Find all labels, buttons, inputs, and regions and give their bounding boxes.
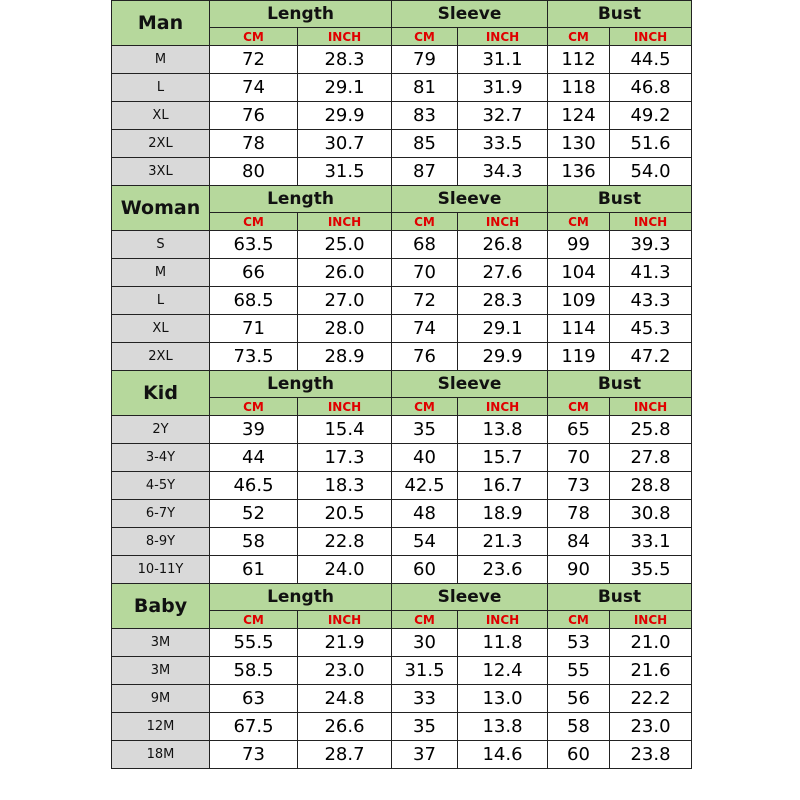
measurement-cell: 35 (392, 713, 458, 741)
measurement-cell: 73 (210, 741, 298, 769)
unit-inch-label: INCH (458, 213, 548, 231)
unit-inch-label: INCH (610, 28, 692, 46)
section-title: Kid (112, 371, 210, 416)
measure-group-header: Length (210, 584, 392, 611)
measurement-cell: 41.3 (610, 259, 692, 287)
size-label: 8-9Y (112, 528, 210, 556)
measurement-cell: 67.5 (210, 713, 298, 741)
measurement-cell: 21.6 (610, 657, 692, 685)
unit-cm-label: CM (392, 398, 458, 416)
measure-group-header: Bust (548, 371, 692, 398)
unit-cm-label: CM (548, 611, 610, 629)
measurement-cell: 53 (548, 629, 610, 657)
section-header-row (112, 584, 692, 611)
size-label: S (112, 231, 210, 259)
measurement-cell: 26.0 (298, 259, 392, 287)
size-label: M (112, 259, 210, 287)
measurement-cell: 80 (210, 158, 298, 186)
measurement-cell: 30 (392, 629, 458, 657)
size-label: XL (112, 315, 210, 343)
section-header-row (112, 1, 692, 28)
unit-inch-label: INCH (458, 398, 548, 416)
measurement-cell: 31.1 (458, 46, 548, 74)
measure-group-header: Sleeve (392, 186, 548, 213)
measurement-cell: 13.0 (458, 685, 548, 713)
measurement-cell: 73 (548, 472, 610, 500)
measurement-cell: 28.0 (298, 315, 392, 343)
measurement-cell: 17.3 (298, 444, 392, 472)
measurement-cell: 54.0 (610, 158, 692, 186)
measure-group-header: Sleeve (392, 371, 548, 398)
measurement-cell: 13.8 (458, 416, 548, 444)
unit-inch-label: INCH (610, 611, 692, 629)
measurement-cell: 49.2 (610, 102, 692, 130)
unit-cm-label: CM (210, 28, 298, 46)
measurement-cell: 99 (548, 231, 610, 259)
table-row (112, 231, 692, 259)
measurement-cell: 31.9 (458, 74, 548, 102)
measurement-cell: 68.5 (210, 287, 298, 315)
measurement-cell: 71 (210, 315, 298, 343)
unit-inch-label: INCH (298, 28, 392, 46)
measurement-cell: 46.5 (210, 472, 298, 500)
measurement-cell: 51.6 (610, 130, 692, 158)
measurement-cell: 26.8 (458, 231, 548, 259)
measurement-cell: 46.8 (610, 74, 692, 102)
unit-cm-label: CM (392, 611, 458, 629)
measurement-cell: 81 (392, 74, 458, 102)
measurement-cell: 29.1 (298, 74, 392, 102)
table-row (112, 556, 692, 584)
measurement-cell: 33.1 (610, 528, 692, 556)
measurement-cell: 43.3 (610, 287, 692, 315)
unit-inch-label: INCH (610, 213, 692, 231)
measure-group-header: Bust (548, 584, 692, 611)
measurement-cell: 78 (548, 500, 610, 528)
measure-group-header: Sleeve (392, 1, 548, 28)
measurement-cell: 21.9 (298, 629, 392, 657)
measurement-cell: 28.7 (298, 741, 392, 769)
measurement-cell: 78 (210, 130, 298, 158)
measurement-cell: 21.0 (610, 629, 692, 657)
measurement-cell: 48 (392, 500, 458, 528)
unit-inch-label: INCH (458, 28, 548, 46)
measurement-cell: 124 (548, 102, 610, 130)
section-header-row (112, 186, 692, 213)
measurement-cell: 70 (548, 444, 610, 472)
size-label: 2XL (112, 130, 210, 158)
measurement-cell: 39.3 (610, 231, 692, 259)
measurement-cell: 58.5 (210, 657, 298, 685)
measurement-cell: 76 (210, 102, 298, 130)
table-row (112, 287, 692, 315)
measurement-cell: 85 (392, 130, 458, 158)
unit-cm-label: CM (210, 611, 298, 629)
measurement-cell: 28.8 (610, 472, 692, 500)
size-label: 9M (112, 685, 210, 713)
unit-cm-label: CM (392, 28, 458, 46)
table-row (112, 685, 692, 713)
measurement-cell: 63 (210, 685, 298, 713)
measurement-cell: 16.7 (458, 472, 548, 500)
measurement-cell: 58 (548, 713, 610, 741)
measurement-cell: 24.0 (298, 556, 392, 584)
size-label: 10-11Y (112, 556, 210, 584)
measurement-cell: 44.5 (610, 46, 692, 74)
measurement-cell: 72 (392, 287, 458, 315)
measurement-cell: 22.2 (610, 685, 692, 713)
size-label: 3M (112, 657, 210, 685)
measurement-cell: 13.8 (458, 713, 548, 741)
measurement-cell: 20.5 (298, 500, 392, 528)
unit-inch-label: INCH (298, 398, 392, 416)
measurement-cell: 35 (392, 416, 458, 444)
measurement-cell: 58 (210, 528, 298, 556)
measurement-cell: 15.7 (458, 444, 548, 472)
measurement-cell: 66 (210, 259, 298, 287)
measurement-cell: 25.8 (610, 416, 692, 444)
table-row (112, 657, 692, 685)
table-row (112, 74, 692, 102)
measurement-cell: 109 (548, 287, 610, 315)
measurement-cell: 74 (392, 315, 458, 343)
measurement-cell: 83 (392, 102, 458, 130)
measurement-cell: 27.0 (298, 287, 392, 315)
measurement-cell: 63.5 (210, 231, 298, 259)
measure-group-header: Sleeve (392, 584, 548, 611)
measurement-cell: 61 (210, 556, 298, 584)
size-label: 18M (112, 741, 210, 769)
size-label: 12M (112, 713, 210, 741)
measurement-cell: 40 (392, 444, 458, 472)
measurement-cell: 26.6 (298, 713, 392, 741)
measurement-cell: 118 (548, 74, 610, 102)
size-label: 2Y (112, 416, 210, 444)
measurement-cell: 24.8 (298, 685, 392, 713)
size-label: 3-4Y (112, 444, 210, 472)
measurement-cell: 25.0 (298, 231, 392, 259)
measurement-cell: 90 (548, 556, 610, 584)
measurement-cell: 22.8 (298, 528, 392, 556)
measurement-cell: 29.9 (298, 102, 392, 130)
measurement-cell: 28.9 (298, 343, 392, 371)
measurement-cell: 114 (548, 315, 610, 343)
measurement-cell: 23.8 (610, 741, 692, 769)
measurement-cell: 21.3 (458, 528, 548, 556)
unit-inch-label: INCH (610, 398, 692, 416)
unit-cm-label: CM (392, 213, 458, 231)
table-row (112, 46, 692, 74)
measurement-cell: 52 (210, 500, 298, 528)
measurement-cell: 68 (392, 231, 458, 259)
measurement-cell: 33 (392, 685, 458, 713)
table-row (112, 444, 692, 472)
measurement-cell: 30.8 (610, 500, 692, 528)
table-row (112, 315, 692, 343)
measurement-cell: 79 (392, 46, 458, 74)
unit-inch-label: INCH (458, 611, 548, 629)
size-label: 6-7Y (112, 500, 210, 528)
measurement-cell: 14.6 (458, 741, 548, 769)
size-label: L (112, 74, 210, 102)
measurement-cell: 34.3 (458, 158, 548, 186)
measure-group-header: Bust (548, 1, 692, 28)
unit-inch-label: INCH (298, 213, 392, 231)
size-label: 3XL (112, 158, 210, 186)
measure-group-header: Length (210, 1, 392, 28)
measurement-cell: 74 (210, 74, 298, 102)
measurement-cell: 76 (392, 343, 458, 371)
measurement-cell: 27.6 (458, 259, 548, 287)
size-chart-table (111, 0, 692, 769)
measurement-cell: 54 (392, 528, 458, 556)
measurement-cell: 44 (210, 444, 298, 472)
table-row (112, 741, 692, 769)
measurement-cell: 32.7 (458, 102, 548, 130)
measurement-cell: 28.3 (298, 46, 392, 74)
measurement-cell: 30.7 (298, 130, 392, 158)
measurement-cell: 33.5 (458, 130, 548, 158)
measurement-cell: 39 (210, 416, 298, 444)
measurement-cell: 72 (210, 46, 298, 74)
measurement-cell: 35.5 (610, 556, 692, 584)
measurement-cell: 29.9 (458, 343, 548, 371)
size-label: 3M (112, 629, 210, 657)
measurement-cell: 12.4 (458, 657, 548, 685)
size-label: M (112, 46, 210, 74)
measurement-cell: 56 (548, 685, 610, 713)
measurement-cell: 70 (392, 259, 458, 287)
table-row (112, 472, 692, 500)
measurement-cell: 37 (392, 741, 458, 769)
unit-cm-label: CM (210, 398, 298, 416)
measurement-cell: 104 (548, 259, 610, 287)
measurement-cell: 11.8 (458, 629, 548, 657)
measurement-cell: 42.5 (392, 472, 458, 500)
size-label: 2XL (112, 343, 210, 371)
size-label: L (112, 287, 210, 315)
measurement-cell: 27.8 (610, 444, 692, 472)
measurement-cell: 84 (548, 528, 610, 556)
table-row (112, 713, 692, 741)
measurement-cell: 23.6 (458, 556, 548, 584)
table-row (112, 629, 692, 657)
measurement-cell: 130 (548, 130, 610, 158)
table-row (112, 158, 692, 186)
measure-group-header: Bust (548, 186, 692, 213)
measurement-cell: 73.5 (210, 343, 298, 371)
table-row (112, 259, 692, 287)
unit-inch-label: INCH (298, 611, 392, 629)
unit-cm-label: CM (548, 398, 610, 416)
measurement-cell: 45.3 (610, 315, 692, 343)
section-title: Man (112, 1, 210, 46)
table-row (112, 500, 692, 528)
measurement-cell: 55.5 (210, 629, 298, 657)
measurement-cell: 15.4 (298, 416, 392, 444)
measurement-cell: 65 (548, 416, 610, 444)
measurement-cell: 29.1 (458, 315, 548, 343)
section-title: Baby (112, 584, 210, 629)
unit-cm-label: CM (210, 213, 298, 231)
table-row (112, 528, 692, 556)
unit-cm-label: CM (548, 213, 610, 231)
measurement-cell: 55 (548, 657, 610, 685)
measure-group-header: Length (210, 186, 392, 213)
size-label: 4-5Y (112, 472, 210, 500)
measurement-cell: 28.3 (458, 287, 548, 315)
size-label: XL (112, 102, 210, 130)
measurement-cell: 60 (548, 741, 610, 769)
measurement-cell: 31.5 (392, 657, 458, 685)
measurement-cell: 119 (548, 343, 610, 371)
measurement-cell: 31.5 (298, 158, 392, 186)
section-header-row (112, 371, 692, 398)
measurement-cell: 112 (548, 46, 610, 74)
table-row (112, 416, 692, 444)
unit-cm-label: CM (548, 28, 610, 46)
table-row (112, 102, 692, 130)
measurement-cell: 87 (392, 158, 458, 186)
measurement-cell: 23.0 (298, 657, 392, 685)
table-row (112, 343, 692, 371)
measurement-cell: 47.2 (610, 343, 692, 371)
measurement-cell: 60 (392, 556, 458, 584)
measurement-cell: 136 (548, 158, 610, 186)
section-title: Woman (112, 186, 210, 231)
measurement-cell: 23.0 (610, 713, 692, 741)
measure-group-header: Length (210, 371, 392, 398)
table-row (112, 130, 692, 158)
measurement-cell: 18.9 (458, 500, 548, 528)
measurement-cell: 18.3 (298, 472, 392, 500)
